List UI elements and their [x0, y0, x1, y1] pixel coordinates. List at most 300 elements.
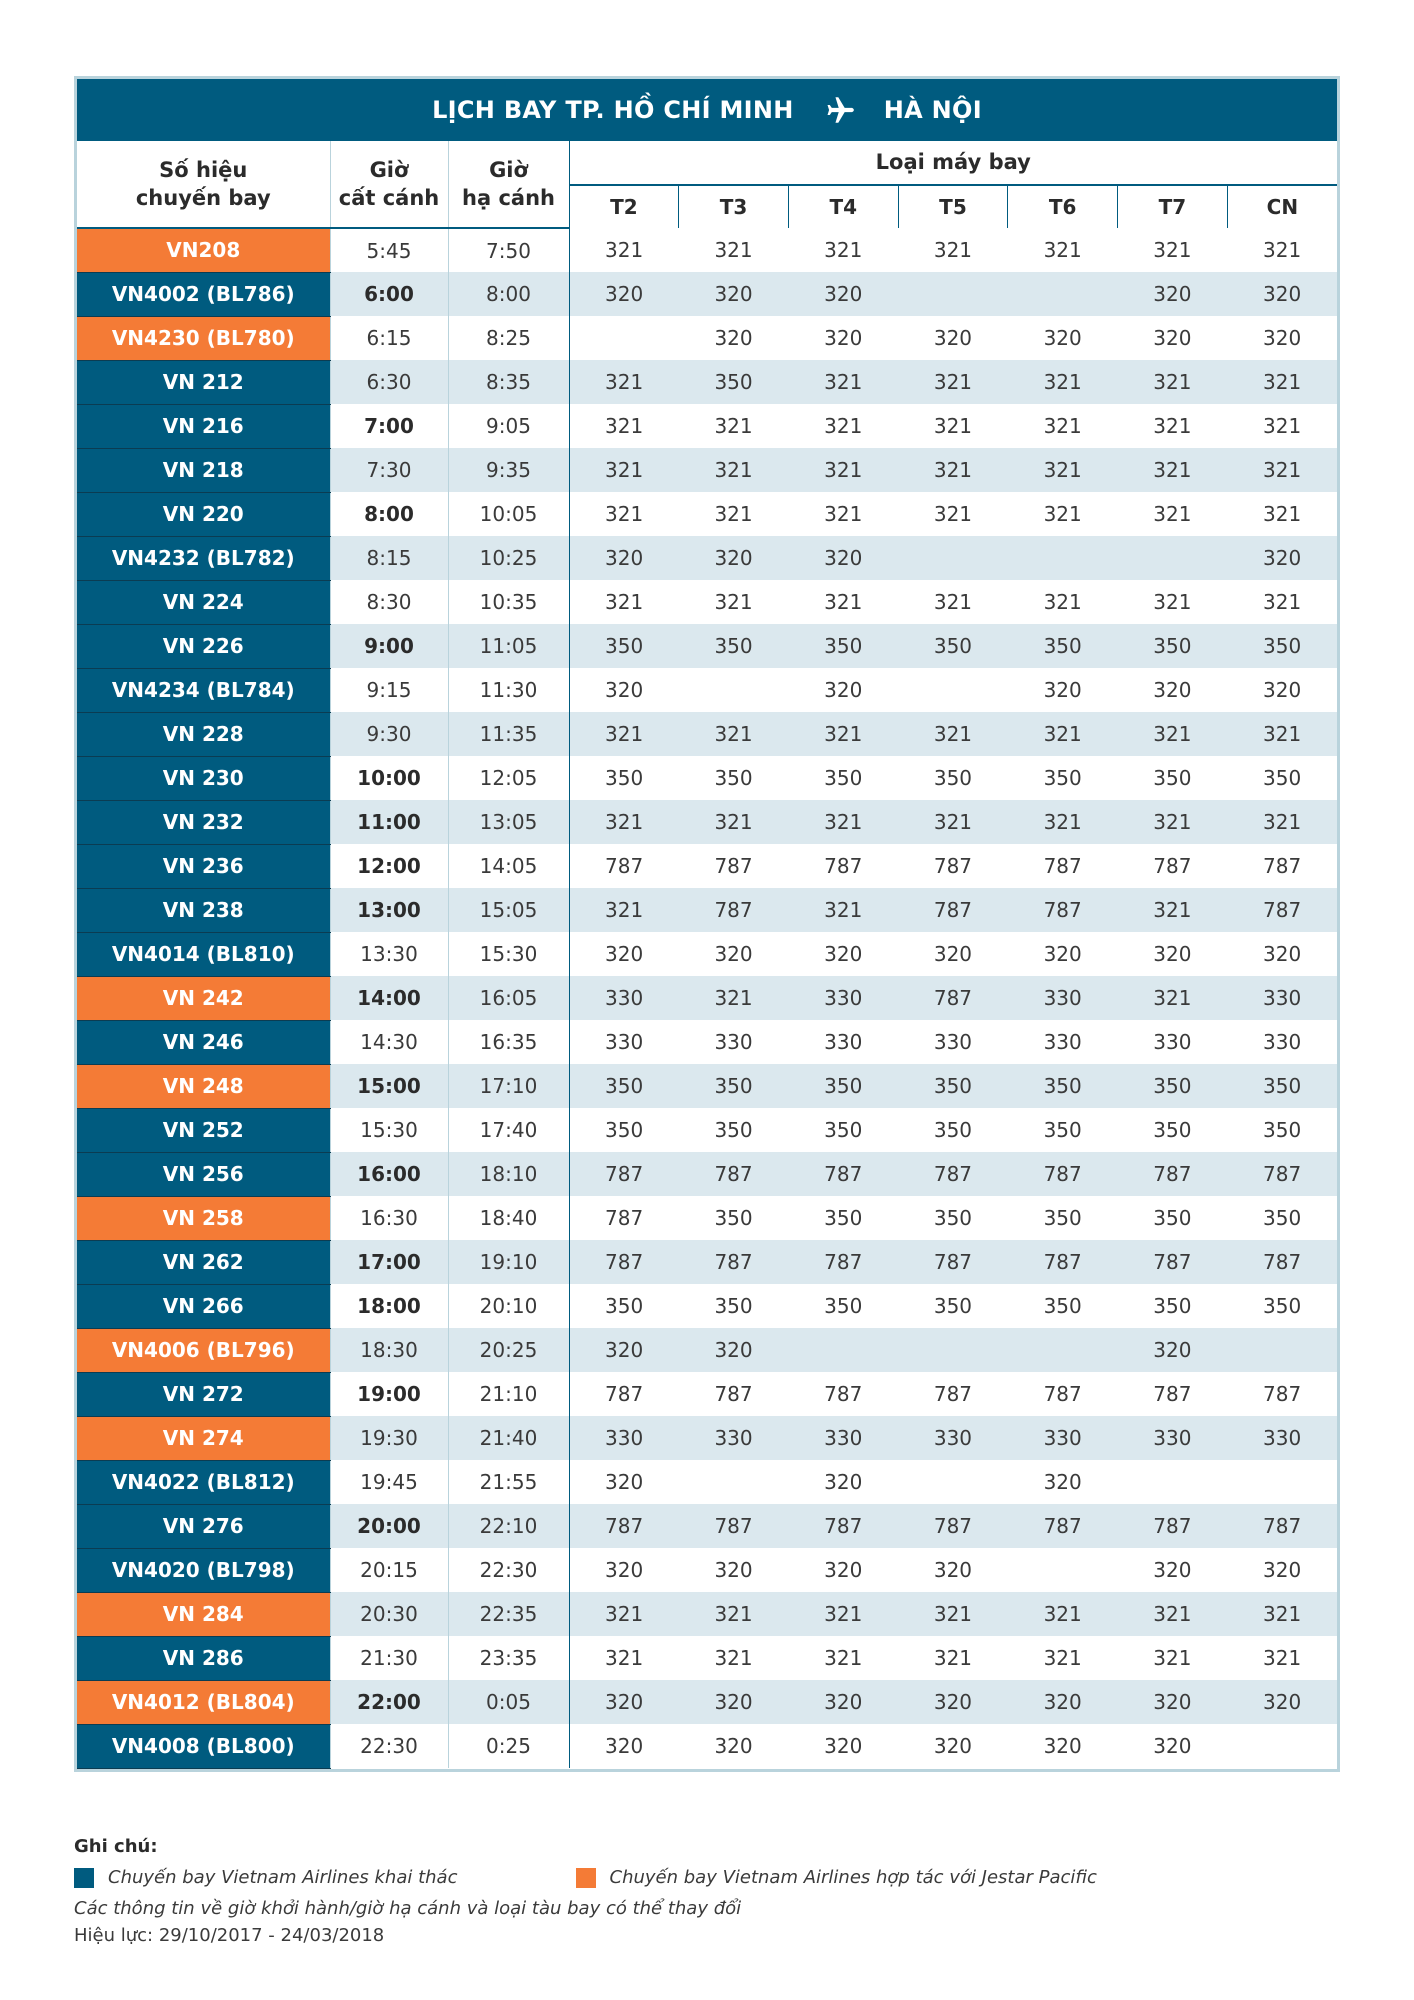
arrival-time-cell: 10:35	[448, 580, 569, 624]
table-row	[77, 1372, 1337, 1416]
flight-number-cell: VN 236	[77, 844, 330, 888]
departure-time-cell: 22:30	[330, 1724, 448, 1768]
aircraft-type-cell: 350	[1263, 1118, 1302, 1142]
aircraft-type-cell: 320	[569, 536, 679, 580]
aircraft-type-cell: 350	[933, 1294, 973, 1318]
aircraft-type-cell: 320	[1227, 1680, 1337, 1724]
aircraft-type-cell: 320	[824, 942, 863, 966]
table-row	[77, 1196, 1337, 1240]
arrival-time-cell: 10:05	[448, 492, 569, 536]
flight-number-header	[77, 141, 330, 228]
arrival-time-cell: 22:10	[448, 1504, 569, 1548]
aircraft-type-cell: 321	[605, 238, 644, 262]
aircraft-type-cell: 321	[824, 1646, 863, 1670]
aircraft-type-cell: 320	[1153, 326, 1192, 350]
departure-time-cell: 19:30	[330, 1416, 448, 1460]
aircraft-type-cell: 787	[679, 1152, 789, 1196]
aircraft-type-cell: 321	[1227, 712, 1337, 756]
aircraft-type-cell: 321	[1263, 238, 1302, 262]
aircraft-type-cell: 330	[788, 1416, 898, 1460]
aircraft-type-cell: 787	[1263, 1382, 1302, 1406]
table-row	[77, 844, 1337, 888]
flight-schedule-table	[77, 141, 1337, 1769]
aircraft-type-cell: 350	[898, 1064, 1008, 1108]
aircraft-type-cell: 321	[1153, 1646, 1192, 1670]
arrival-time-cell: 18:40	[448, 1196, 569, 1240]
flight-number-cell: VN4234 (BL784)	[77, 668, 330, 712]
arrival-time-cell: 19:10	[448, 1240, 569, 1284]
departure-header-line2: cất cánh	[338, 186, 440, 210]
flight-number-cell: VN4006 (BL796)	[77, 1328, 330, 1372]
aircraft-type-cell: 320	[1263, 678, 1302, 702]
flight-number-cell: VN 218	[77, 448, 330, 492]
aircraft-type-cell: 320	[1043, 1470, 1082, 1494]
departure-time-cell: 12:00	[330, 844, 448, 888]
aircraft-type-cell: 350	[933, 1206, 973, 1230]
aircraft-type-cell: 320	[788, 272, 898, 316]
flight-number-header-line2: chuyến bay	[135, 186, 271, 210]
arrival-time-cell: 13:05	[448, 800, 569, 844]
aircraft-type-cell: 787	[1227, 1504, 1337, 1548]
departure-time-cell: 18:00	[330, 1284, 448, 1328]
arrival-time-cell: 22:30	[448, 1548, 569, 1592]
flight-number-cell: VN 286	[77, 1636, 330, 1680]
flight-number-cell: VN4014 (BL810)	[77, 932, 330, 976]
day-header-t3: T3	[679, 185, 789, 229]
aircraft-type-cell: 320	[605, 678, 644, 702]
aircraft-type-cell: 321	[679, 976, 789, 1020]
aircraft-type-cell: 320	[1263, 942, 1302, 966]
aircraft-type-cell: 320	[824, 1734, 863, 1758]
aircraft-type-cell: 787	[1008, 888, 1118, 932]
aircraft-type-cell: 321	[1263, 1646, 1302, 1670]
flight-number-cell: VN 256	[77, 1152, 330, 1196]
aircraft-type-cell: 321	[679, 448, 789, 492]
departure-time-cell: 14:30	[330, 1020, 448, 1064]
aircraft-type-cell: 320	[824, 326, 863, 350]
aircraft-type-cell	[1227, 1460, 1337, 1504]
day-header-t2: T2	[569, 185, 679, 229]
arrival-time-cell: 10:25	[448, 536, 569, 580]
arrival-header-line1: Giờ	[489, 158, 528, 182]
aircraft-type-cell: 350	[1043, 1294, 1082, 1318]
table-row	[77, 272, 1337, 316]
aircraft-type-cell: 350	[1153, 1206, 1192, 1230]
aircraft-type-cell: 350	[1153, 1294, 1192, 1318]
table-row	[77, 756, 1337, 800]
departure-time-cell: 20:00	[330, 1504, 448, 1548]
aircraft-type-cell: 321	[1227, 448, 1337, 492]
legend-items	[74, 1867, 1097, 1888]
aircraft-type-cell: 330	[569, 976, 679, 1020]
day-header-cn: CN	[1266, 194, 1299, 219]
arrival-time-cell: 20:10	[448, 1284, 569, 1328]
legend	[74, 1836, 1097, 1946]
aircraft-type-cell: 321	[679, 1592, 789, 1636]
departure-time-cell: 8:30	[330, 580, 448, 624]
table-row	[77, 712, 1337, 756]
aircraft-type-cell	[679, 1460, 789, 1504]
aircraft-type-cell: 320	[1227, 536, 1337, 580]
flight-number-cell: VN4002 (BL786)	[77, 272, 330, 316]
aircraft-type-cell: 350	[1008, 624, 1118, 668]
table-row	[77, 1108, 1337, 1152]
aircraft-type-cell	[679, 668, 789, 712]
table-row	[77, 580, 1337, 624]
aircraft-type-cell: 320	[569, 1680, 679, 1724]
aircraft-type-cell: 350	[1118, 624, 1228, 668]
aircraft-type-cell: 330	[679, 1416, 789, 1460]
table-row	[77, 1548, 1337, 1592]
aircraft-type-cell: 787	[569, 1152, 679, 1196]
schedule-body	[77, 228, 1337, 1768]
aircraft-type-cell: 350	[1043, 1206, 1082, 1230]
aircraft-type-cell: 320	[1263, 1558, 1302, 1582]
table-row	[77, 316, 1337, 360]
aircraft-type-cell: 320	[605, 1734, 644, 1758]
aircraft-type-cell: 320	[714, 942, 753, 966]
legend-item-jetstar	[576, 1867, 1097, 1888]
flight-number-cell: VN 262	[77, 1240, 330, 1284]
departure-time-cell: 22:00	[330, 1680, 448, 1724]
aircraft-type-cell: 350	[1153, 1118, 1192, 1142]
arrival-time-cell: 0:25	[448, 1724, 569, 1768]
aircraft-type-cell: 787	[788, 1152, 898, 1196]
aircraft-type-cell: 330	[824, 1030, 863, 1054]
aircraft-type-cell	[1118, 1460, 1228, 1504]
arrival-time-cell: 8:25	[448, 316, 569, 360]
aircraft-type-cell: 787	[1118, 1240, 1228, 1284]
aircraft-type-cell: 320	[679, 1680, 789, 1724]
aircraft-type-cell: 787	[1227, 1240, 1337, 1284]
aircraft-type-cell: 787	[1008, 1152, 1118, 1196]
flight-number-cell: VN4008 (BL800)	[77, 1724, 330, 1768]
aircraft-type-cell: 320	[1153, 1558, 1192, 1582]
aircraft-type-cell: 320	[1043, 326, 1082, 350]
table-row	[77, 1460, 1337, 1504]
aircraft-type-cell: 320	[569, 272, 679, 316]
aircraft-type-cell: 330	[1227, 976, 1337, 1020]
aircraft-type-cell: 787	[605, 854, 644, 878]
aircraft-type-cell: 330	[714, 1030, 753, 1054]
aircraft-type-cell: 350	[714, 1118, 753, 1142]
aircraft-type-cell: 330	[898, 1416, 1008, 1460]
aircraft-type-cell: 787	[679, 1240, 789, 1284]
aircraft-type-cell: 320	[1043, 1734, 1082, 1758]
aircraft-type-cell: 321	[824, 414, 863, 438]
aircraft-type-cell: 320	[605, 942, 644, 966]
aircraft-type-cell: 350	[679, 360, 789, 404]
aircraft-type-cell: 321	[1153, 414, 1192, 438]
table-row	[77, 1284, 1337, 1328]
aircraft-type-cell: 320	[714, 326, 753, 350]
flight-number-cell: VN 252	[77, 1108, 330, 1152]
departure-header-line1: Giờ	[369, 158, 409, 182]
departure-time-cell: 6:30	[330, 360, 448, 404]
departure-time-cell: 7:00	[330, 404, 448, 448]
table-row	[77, 1152, 1337, 1196]
aircraft-type-cell: 321	[824, 502, 863, 526]
table-row	[77, 1592, 1337, 1636]
legend-item-vietnam-airlines	[74, 1867, 458, 1888]
aircraft-type-cell: 321	[1043, 1646, 1082, 1670]
aircraft-type-cell: 321	[1227, 360, 1337, 404]
aircraft-type-cell: 320	[1043, 678, 1082, 702]
aircraft-type-cell: 321	[1153, 502, 1192, 526]
flight-number-cell: VN 284	[77, 1592, 330, 1636]
arrival-time-cell: 22:35	[448, 1592, 569, 1636]
aircraft-type-cell: 350	[788, 624, 898, 668]
aircraft-type-cell: 321	[1118, 800, 1228, 844]
aircraft-type-cell: 320	[714, 1734, 753, 1758]
departure-time-cell: 19:45	[330, 1460, 448, 1504]
aircraft-type-cell: 321	[569, 1592, 679, 1636]
flight-number-cell: VN 212	[77, 360, 330, 404]
aircraft-type-cell: 787	[1227, 1152, 1337, 1196]
flight-number-cell: VN 232	[77, 800, 330, 844]
flight-number-header-line1: Số hiệu	[159, 158, 248, 182]
aircraft-type-cell: 320	[898, 1680, 1008, 1724]
arrival-time-cell: 15:05	[448, 888, 569, 932]
aircraft-type-cell: 320	[933, 942, 973, 966]
aircraft-type-cell: 321	[1008, 448, 1118, 492]
aircraft-type-cell: 321	[714, 238, 753, 262]
aircraft-type-cell: 321	[714, 1646, 753, 1670]
aircraft-type-cell: 321	[788, 360, 898, 404]
arrival-time-cell: 20:25	[448, 1328, 569, 1372]
title-destination: HÀ NỘI	[883, 96, 982, 124]
aircraft-type-cell: 321	[1263, 590, 1302, 614]
table-row	[77, 228, 1337, 272]
aircraft-type-cell	[569, 316, 679, 360]
aircraft-type-cell	[898, 272, 1008, 316]
arrival-time-cell: 16:35	[448, 1020, 569, 1064]
aircraft-type-cell: 321	[1153, 590, 1192, 614]
title-bar	[77, 79, 1337, 141]
aircraft-type-cell: 321	[1043, 590, 1082, 614]
aircraft-type-cell: 321	[714, 414, 753, 438]
aircraft-type-cell: 787	[824, 854, 863, 878]
aircraft-type-cell: 321	[933, 1646, 973, 1670]
departure-time-cell: 14:00	[330, 976, 448, 1020]
arrival-time-cell: 18:10	[448, 1152, 569, 1196]
aircraft-type-cell: 350	[933, 766, 973, 790]
flight-number-cell: VN4012 (BL804)	[77, 1680, 330, 1724]
day-header-t6: T6	[1008, 185, 1118, 229]
table-row	[77, 976, 1337, 1020]
departure-time-cell: 6:15	[330, 316, 448, 360]
aircraft-type-cell: 787	[1227, 888, 1337, 932]
departure-time-cell: 21:30	[330, 1636, 448, 1680]
aircraft-type-cell: 321	[605, 590, 644, 614]
arrival-time-cell: 17:10	[448, 1064, 569, 1108]
aircraft-type-cell: 321	[898, 712, 1008, 756]
day-header-t5: T5	[898, 185, 1008, 229]
aircraft-type-cell: 330	[788, 976, 898, 1020]
aircraft-type-cell: 350	[569, 624, 679, 668]
aircraft-type-cell: 350	[788, 1064, 898, 1108]
departure-time-cell: 19:00	[330, 1372, 448, 1416]
aircraft-type-cell: 350	[824, 1294, 863, 1318]
arrival-time-cell: 0:05	[448, 1680, 569, 1724]
aircraft-type-cell: 321	[1008, 800, 1118, 844]
aircraft-type-cell: 320	[1118, 1328, 1228, 1372]
aircraft-type-cell: 321	[1263, 502, 1302, 526]
aircraft-type-cell: 350	[1043, 1118, 1082, 1142]
aircraft-type-cell: 787	[714, 1382, 753, 1406]
aircraft-type-cell: 320	[1153, 678, 1192, 702]
aircraft-type-cell: 321	[1008, 712, 1118, 756]
departure-time-cell: 16:00	[330, 1152, 448, 1196]
day-header-t7: T7	[1118, 185, 1228, 229]
aircraft-type-cell: 320	[1118, 1680, 1228, 1724]
aircraft-type-cell: 321	[1263, 414, 1302, 438]
aircraft-type-cell: 787	[1153, 854, 1192, 878]
table-row	[77, 800, 1337, 844]
departure-time-cell: 15:00	[330, 1064, 448, 1108]
flight-number-cell: VN 246	[77, 1020, 330, 1064]
departure-time-cell: 11:00	[330, 800, 448, 844]
title-origin: LỊCH BAY TP. HỒ CHÍ MINH	[432, 96, 794, 124]
aircraft-type-cell: 321	[788, 888, 898, 932]
table-row	[77, 360, 1337, 404]
aircraft-type-cell: 787	[898, 888, 1008, 932]
aircraft-type-cell: 330	[1263, 1030, 1302, 1054]
aircraft-type-cell: 787	[824, 1382, 863, 1406]
table-row	[77, 1328, 1337, 1372]
aircraft-type-cell: 330	[1008, 1416, 1118, 1460]
aircraft-type-cell: 350	[824, 766, 863, 790]
aircraft-type-cell: 321	[1227, 1592, 1337, 1636]
aircraft-type-cell: 350	[569, 1064, 679, 1108]
flight-number-cell: VN 266	[77, 1284, 330, 1328]
departure-time-cell: 7:30	[330, 448, 448, 492]
arrival-time-cell: 8:35	[448, 360, 569, 404]
legend-vietnam-airlines-label: Chuyến bay Vietnam Airlines khai thác	[108, 1867, 458, 1888]
arrival-time-cell: 8:00	[448, 272, 569, 316]
aircraft-type-cell: 350	[824, 1118, 863, 1142]
aircraft-type-cell	[788, 1328, 898, 1372]
aircraft-type-cell: 321	[569, 888, 679, 932]
aircraft-type-cell: 320	[1227, 272, 1337, 316]
aircraft-type-cell: 320	[1153, 942, 1192, 966]
aircraft-type-cell: 330	[1153, 1030, 1192, 1054]
arrival-header-line2: hạ cánh	[462, 186, 555, 210]
aircraft-type-cell: 320	[1008, 1680, 1118, 1724]
aircraft-type-cell: 787	[679, 1504, 789, 1548]
flight-number-cell: VN 228	[77, 712, 330, 756]
table-row	[77, 492, 1337, 536]
legend-title: Ghi chú:	[74, 1836, 158, 1857]
aircraft-type-cell: 350	[1263, 1206, 1302, 1230]
table-row	[77, 1504, 1337, 1548]
aircraft-type-cell: 321	[898, 1592, 1008, 1636]
arrival-time-cell: 11:35	[448, 712, 569, 756]
aircraft-type-cell: 350	[1153, 766, 1192, 790]
aircraft-type-cell: 787	[898, 1152, 1008, 1196]
aircraft-type-cell: 320	[1263, 326, 1302, 350]
aircraft-type-cell: 320	[679, 1328, 789, 1372]
aircraft-type-cell: 321	[898, 800, 1008, 844]
arrival-time-cell: 11:30	[448, 668, 569, 712]
aircraft-type-cell: 321	[605, 502, 644, 526]
aircraft-type-cell: 350	[1008, 1064, 1118, 1108]
aircraft-type-cell: 321	[898, 360, 1008, 404]
table-row	[77, 448, 1337, 492]
arrival-time-cell: 9:35	[448, 448, 569, 492]
aircraft-type-cell: 321	[1008, 360, 1118, 404]
arrival-time-cell: 11:05	[448, 624, 569, 668]
aircraft-type-cell: 321	[788, 712, 898, 756]
aircraft-type-cell: 350	[679, 1064, 789, 1108]
aircraft-type-cell: 787	[898, 1240, 1008, 1284]
aircraft-type-cell: 320	[569, 1328, 679, 1372]
aircraft-type-cell: 350	[714, 1206, 753, 1230]
aircraft-type-cell: 350	[1227, 1064, 1337, 1108]
aircraft-type-cell: 321	[1118, 448, 1228, 492]
aircraft-type-cell: 321	[714, 502, 753, 526]
aircraft-type-cell	[1227, 1724, 1337, 1768]
aircraft-type-cell: 321	[933, 590, 973, 614]
aircraft-type-cell: 320	[1153, 1734, 1192, 1758]
aircraft-type-cell: 350	[898, 624, 1008, 668]
aircraft-type-cell: 787	[898, 1504, 1008, 1548]
departure-time-cell: 9:00	[330, 624, 448, 668]
arrival-time-cell: 7:50	[448, 228, 569, 272]
departure-time-cell: 9:30	[330, 712, 448, 756]
aircraft-type-cell: 350	[605, 1294, 644, 1318]
aircraft-type-cell: 787	[1118, 1504, 1228, 1548]
flight-number-cell: VN 224	[77, 580, 330, 624]
departure-time-cell: 8:15	[330, 536, 448, 580]
table-row	[77, 1636, 1337, 1680]
departure-time-cell: 18:30	[330, 1328, 448, 1372]
departure-time-cell: 13:00	[330, 888, 448, 932]
aircraft-type-cell: 787	[1043, 1382, 1082, 1406]
departure-time-cell: 20:15	[330, 1548, 448, 1592]
table-row	[77, 1064, 1337, 1108]
aircraft-type-cell: 330	[605, 1030, 644, 1054]
aircraft-type-cell: 321	[569, 448, 679, 492]
aircraft-type-cell: 787	[569, 1504, 679, 1548]
aircraft-type-cell: 321	[1043, 502, 1082, 526]
aircraft-type-cell: 321	[569, 712, 679, 756]
flight-number-cell: VN 238	[77, 888, 330, 932]
aircraft-type-cell: 321	[569, 360, 679, 404]
aircraft-type-cell: 350	[1043, 766, 1082, 790]
aircraft-type-cell: 787	[1263, 854, 1302, 878]
aircraft-type-cell: 350	[1263, 766, 1302, 790]
aircraft-type-cell: 787	[788, 1504, 898, 1548]
arrival-time-cell: 14:05	[448, 844, 569, 888]
aircraft-type-cell: 321	[1118, 888, 1228, 932]
departure-time-cell: 6:00	[330, 272, 448, 316]
table-row	[77, 624, 1337, 668]
departure-time-cell: 8:00	[330, 492, 448, 536]
aircraft-type-cell: 330	[1043, 1030, 1082, 1054]
aircraft-type-cell	[898, 1460, 1008, 1504]
aircraft-type-cell: 321	[1227, 800, 1337, 844]
aircraft-type-cell: 320	[714, 1558, 753, 1582]
aircraft-type-cell: 320	[605, 1558, 644, 1582]
aircraft-type-cell: 321	[898, 448, 1008, 492]
flight-number-cell: VN 230	[77, 756, 330, 800]
aircraft-type-cell: 320	[679, 272, 789, 316]
aircraft-type-cell: 321	[569, 800, 679, 844]
departure-time-cell: 20:30	[330, 1592, 448, 1636]
departure-time-cell: 13:30	[330, 932, 448, 976]
aircraft-type-cell: 350	[1118, 1064, 1228, 1108]
